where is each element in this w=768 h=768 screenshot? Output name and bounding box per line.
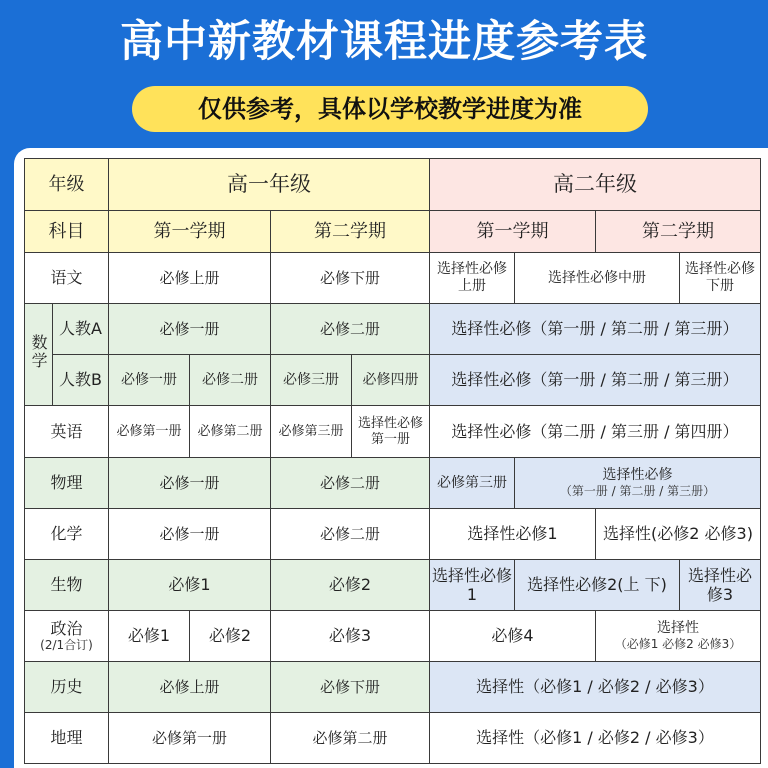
table-row-politics xyxy=(25,611,761,662)
cell: 必修二册 xyxy=(271,458,430,509)
table-row-math-a xyxy=(25,304,761,355)
cell-main: 选择性必修 xyxy=(602,467,673,484)
subject-label: 科目 xyxy=(25,211,109,253)
cell: 必修2 xyxy=(190,611,271,662)
grade-label: 年级 xyxy=(25,159,109,211)
table-row-geography xyxy=(25,713,761,764)
cell: 选择性（必修1 / 必修2 / 必修3） xyxy=(430,713,761,764)
cell: 必修下册 xyxy=(271,662,430,713)
header-row-grade xyxy=(25,159,761,211)
math-b-label: 人教B xyxy=(53,355,109,406)
cell: 必修4 xyxy=(430,611,596,662)
cell: 必修下册 xyxy=(271,253,430,304)
subject-politics xyxy=(25,611,109,662)
g2-term2-header: 第二学期 xyxy=(596,211,761,253)
cell: 必修第一册 xyxy=(109,406,190,458)
cell: 必修1 xyxy=(109,611,190,662)
cell: 必修上册 xyxy=(109,253,271,304)
subtitle-banner: 仅供参考，具体以学校教学进度为准 xyxy=(132,86,648,132)
page-title: 高中新教材课程进度参考表 xyxy=(120,17,648,67)
table-row-biology xyxy=(25,560,761,611)
cell: 必修二册 xyxy=(271,509,430,560)
table-row-history xyxy=(25,662,761,713)
cell: 选择性必修（第一册 / 第二册 / 第三册） xyxy=(430,355,761,406)
subject-politics-note: (2/1合订) xyxy=(40,638,93,653)
header-row-term xyxy=(25,211,761,253)
cell: 选择性必修2(上 下) xyxy=(515,560,680,611)
subject-physics: 物理 xyxy=(25,458,109,509)
cell-main: 选择性 xyxy=(657,620,699,637)
g1-term1-header: 第一学期 xyxy=(109,211,271,253)
cell: 选择性(必修2 必修3) xyxy=(596,509,761,560)
cell: 必修三册 xyxy=(271,355,352,406)
cell: 必修2 xyxy=(271,560,430,611)
cell: 必修第二册 xyxy=(190,406,271,458)
table-row-chinese xyxy=(25,253,761,304)
subject-english: 英语 xyxy=(25,406,109,458)
cell-note: （必修1 必修2 必修3） xyxy=(614,637,742,652)
cell: 必修1 xyxy=(109,560,271,611)
cell: 必修第三册 xyxy=(271,406,352,458)
cell xyxy=(596,611,761,662)
cell: 选择性必修第一册 xyxy=(352,406,430,458)
cell: 必修第一册 xyxy=(109,713,271,764)
schedule-table xyxy=(24,158,761,764)
table-row-physics xyxy=(25,458,761,509)
subject-geography: 地理 xyxy=(25,713,109,764)
table-row-chemistry xyxy=(25,509,761,560)
g2-term1-header: 第一学期 xyxy=(430,211,596,253)
cell: 必修二册 xyxy=(190,355,271,406)
subject-chemistry: 化学 xyxy=(25,509,109,560)
cell: 选择性必修（第一册 / 第二册 / 第三册） xyxy=(430,304,761,355)
subject-politics-label: 政治 xyxy=(50,619,83,639)
cell: 选择性必修1 xyxy=(430,560,515,611)
cell: 选择性（必修1 / 必修2 / 必修3） xyxy=(430,662,761,713)
math-a-label: 人教A xyxy=(53,304,109,355)
cell: 必修四册 xyxy=(352,355,430,406)
grade2-header: 高二年级 xyxy=(430,159,761,211)
grade1-header: 高一年级 xyxy=(109,159,430,211)
subject-biology: 生物 xyxy=(25,560,109,611)
cell: 必修第二册 xyxy=(271,713,430,764)
g1-term2-header: 第二学期 xyxy=(271,211,430,253)
cell: 必修第三册 xyxy=(430,458,515,509)
cell: 必修一册 xyxy=(109,304,271,355)
cell: 必修3 xyxy=(271,611,430,662)
cell: 选择性必修（第二册 / 第三册 / 第四册） xyxy=(430,406,761,458)
cell-note: （第一册 / 第二册 / 第三册） xyxy=(559,484,716,499)
cell xyxy=(515,458,761,509)
cell: 选择性必修下册 xyxy=(680,253,761,304)
cell: 必修一册 xyxy=(109,458,271,509)
subject-math xyxy=(25,304,53,406)
cell: 选择性必修3 xyxy=(680,560,761,611)
cell: 选择性必修中册 xyxy=(515,253,680,304)
subject-history: 历史 xyxy=(25,662,109,713)
subject-math-label: 数学 xyxy=(29,334,49,371)
cell: 必修一册 xyxy=(109,509,271,560)
cell: 必修一册 xyxy=(109,355,190,406)
cell: 选择性必修上册 xyxy=(430,253,515,304)
cell: 必修上册 xyxy=(109,662,271,713)
cell: 必修二册 xyxy=(271,304,430,355)
table-row-math-b xyxy=(25,355,761,406)
subject-chinese: 语文 xyxy=(25,253,109,304)
table-row-english xyxy=(25,406,761,458)
cell: 选择性必修1 xyxy=(430,509,596,560)
